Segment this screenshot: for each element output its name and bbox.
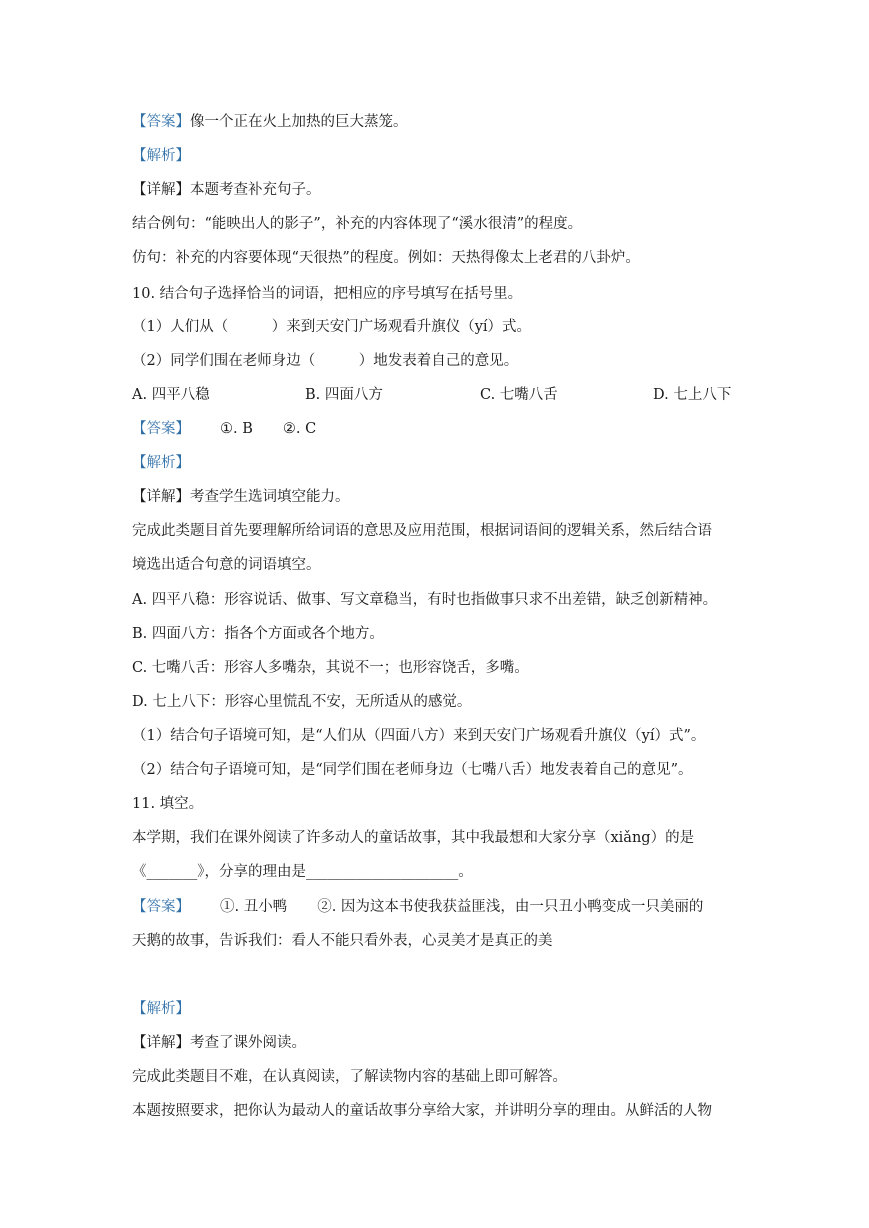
analysis-label: 【解析】 [132,148,190,164]
q10-sentence-1: （1）人们从（ ）来到天安门广场观看升旗仪（yí）式。 [132,319,532,335]
q11-paragraph-1: 本学期，我们在课外阅读了许多动人的童话故事，其中我最想和大家分享（xiǎng）的是 [132,830,695,846]
q10-answer-line [132,419,316,439]
detail-text: 考查学生选词填空能力。 [190,489,350,505]
answer-label: 【答案】 [132,899,190,915]
detail-label: 【详解】 [132,489,190,505]
q11-paragraph-3: 完成此类题目不难，在认真阅读，了解读物内容的基础上即可解答。 [132,1069,567,1085]
q11-paragraph-4: 本题按照要求，把你认为最动人的童话故事分享给大家，并讲明分享的理由。从鲜活的人物 [132,1103,712,1119]
q11-detail-line [132,1033,306,1053]
q10-explain-c: C. 七嘴八舌：形容人多嘴杂，其说不一；也形容饶舌，多嘴。 [132,660,529,676]
q10-explain-a: A. 四平八稳：形容说话、做事、写文章稳当，有时也指做事只求不出差错，缺乏创新精神。 [132,592,718,608]
q11-answer-continued: 天鹅的故事，告诉我们：看人不能只看外表，心灵美才是真正的美 [132,933,553,949]
q10-conclusion-2: （2）结合句子语境可知，是“同学们围在老师身边（七嘴八舌）地发表着自己的意见”。 [132,762,693,778]
analysis-label: 【解析】 [132,1001,190,1017]
analysis-label: 【解析】 [132,455,190,471]
q10-option-b: B. 四面八方 [305,387,383,403]
q10-paragraph-1a: 完成此类题目首先要理解所给词语的意思及应用范围，根据词语间的逻辑关系，然后结合语 [132,523,712,539]
q9-answer-line [132,112,408,132]
detail-label: 【详解】 [132,182,190,198]
q10-option-d: D. 七上八下 [653,387,732,403]
answer-item-1: ①. B [220,421,253,437]
q10-explain-d: D. 七上八下：形容心里慌乱不安，无所适从的感觉。 [132,694,472,710]
q10-option-c: C. 七嘴八舌 [480,387,558,403]
q10-paragraph-1b: 境选出适合句意的词语填空。 [132,557,321,573]
answer-label: 【答案】 [132,114,190,130]
answer-item-2: ②. 因为这本书使我获益匪浅，由一只丑小鸭变成一只美丽的 [317,899,704,915]
q11-paragraph-2: 《_______》，分享的理由是_____________________。 [132,864,473,880]
answer-label: 【答案】 [132,421,190,437]
q10-sentence-2: （2）同学们围在老师身边（ ）地发表着自己的意见。 [132,353,519,369]
q9-paragraph-1: 结合例句：“能映出人的影子”，补充的内容体现了“溪水很清”的程度。 [132,216,583,232]
q9-detail-line [132,180,321,200]
q10-explain-b: B. 四面八方：指各个方面或各个地方。 [132,626,384,642]
detail-label: 【详解】 [132,1035,190,1051]
q11-answer-line [132,897,703,917]
answer-item-2: ②. C [282,421,317,437]
q11-stem: 11. 填空。 [132,796,204,812]
detail-text: 考查了课外阅读。 [190,1035,306,1051]
answer-text: 像一个正在火上加热的巨大蒸笼。 [190,114,408,130]
q10-option-a: A. 四平八稳 [132,387,210,403]
q10-conclusion-1: （1）结合句子语境可知，是“人们从（四面八方）来到天安门广场观看升旗仪（yí）式”。 [132,728,706,744]
q9-paragraph-2: 仿句：补充的内容要体现“天很热”的程度。例如：天热得像太上老君的八卦炉。 [132,250,640,266]
answer-item-1: ①. 丑小鸭 [220,899,288,915]
q10-detail-line [132,487,350,507]
detail-text: 本题考查补充句子。 [190,182,321,198]
q10-stem: 10. 结合句子选择恰当的词语，把相应的序号填写在括号里。 [132,286,523,302]
